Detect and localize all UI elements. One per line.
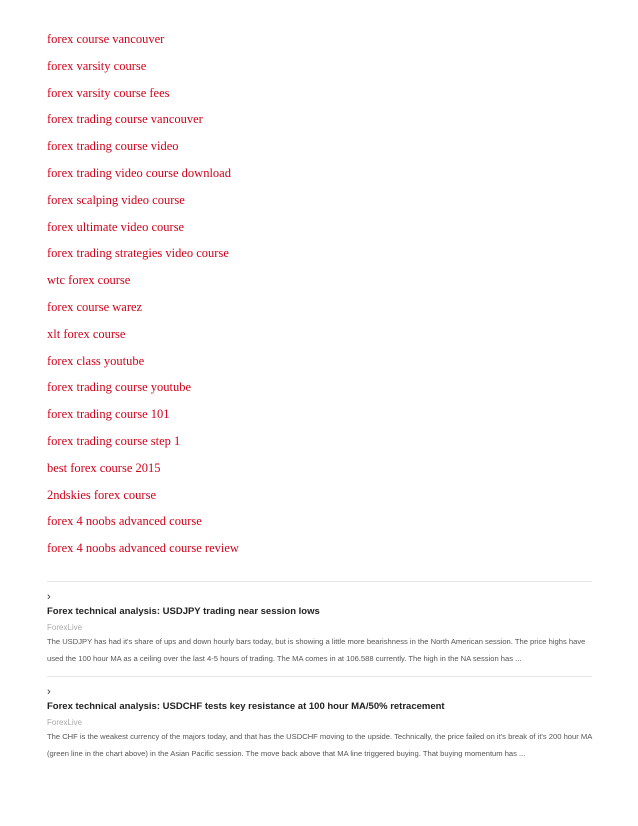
related-link[interactable]: xlt forex course [47,326,126,341]
related-link[interactable]: forex trading strategies video course [47,246,229,261]
related-link[interactable]: forex trading course 101 [47,407,170,422]
related-link[interactable]: forex trading course video [47,139,179,154]
article-excerpt: The CHF is the weakest currency of the majors today, and that has the USDCHF moving to the upside. Technically, the price failed on it's break of it's 200 hour MA (green line in the chart above) in the Asian Pacific session. The move back above that MA line triggered buying. That buying momentum has ... [47,732,592,758]
related-link[interactable]: wtc forex course [47,273,131,288]
related-link[interactable]: forex ultimate video course [47,219,185,234]
related-link[interactable]: forex trading video course download [47,165,231,180]
chevron-right-icon[interactable]: › [47,591,51,603]
news-article [47,676,592,771]
article-title[interactable]: Forex technical analysis: USDJPY trading near session lows [47,606,320,617]
related-link[interactable]: forex course warez [47,299,143,314]
related-link[interactable]: forex trading course vancouver [47,112,203,127]
related-links-list [47,26,587,562]
article-source: ForexLive [47,718,83,727]
related-link[interactable]: forex varsity course fees [47,85,170,100]
news-article [47,581,592,676]
related-link[interactable]: best forex course 2015 [47,460,161,475]
related-link[interactable]: forex 4 noobs advanced course [47,514,202,529]
related-link[interactable]: forex scalping video course [47,192,185,207]
related-link[interactable]: forex varsity course [47,58,147,73]
article-title[interactable]: Forex technical analysis: USDCHF tests key resistance at 100 hour MA/50% retracement [47,701,445,712]
related-link[interactable]: forex course vancouver [47,32,165,46]
related-link[interactable]: 2ndskies forex course [47,487,156,502]
chevron-right-icon[interactable]: › [47,686,51,698]
article-source: ForexLive [47,623,83,632]
related-link[interactable]: forex 4 noobs advanced course review [47,541,239,556]
related-link[interactable]: forex trading course youtube [47,380,192,395]
related-link[interactable]: forex trading course step 1 [47,433,181,448]
related-link[interactable]: forex class youtube [47,353,145,368]
article-excerpt: The USDJPY has had it's share of ups and down hourly bars today, but is showing a little more bearishness in the North American session. The price highs have used the 100 hour MA as a ceiling over the last 4-5 hours of trading. The MA comes in at 106.588 currently. The high in the NA session has ... [47,637,586,663]
news-feed [47,581,592,771]
